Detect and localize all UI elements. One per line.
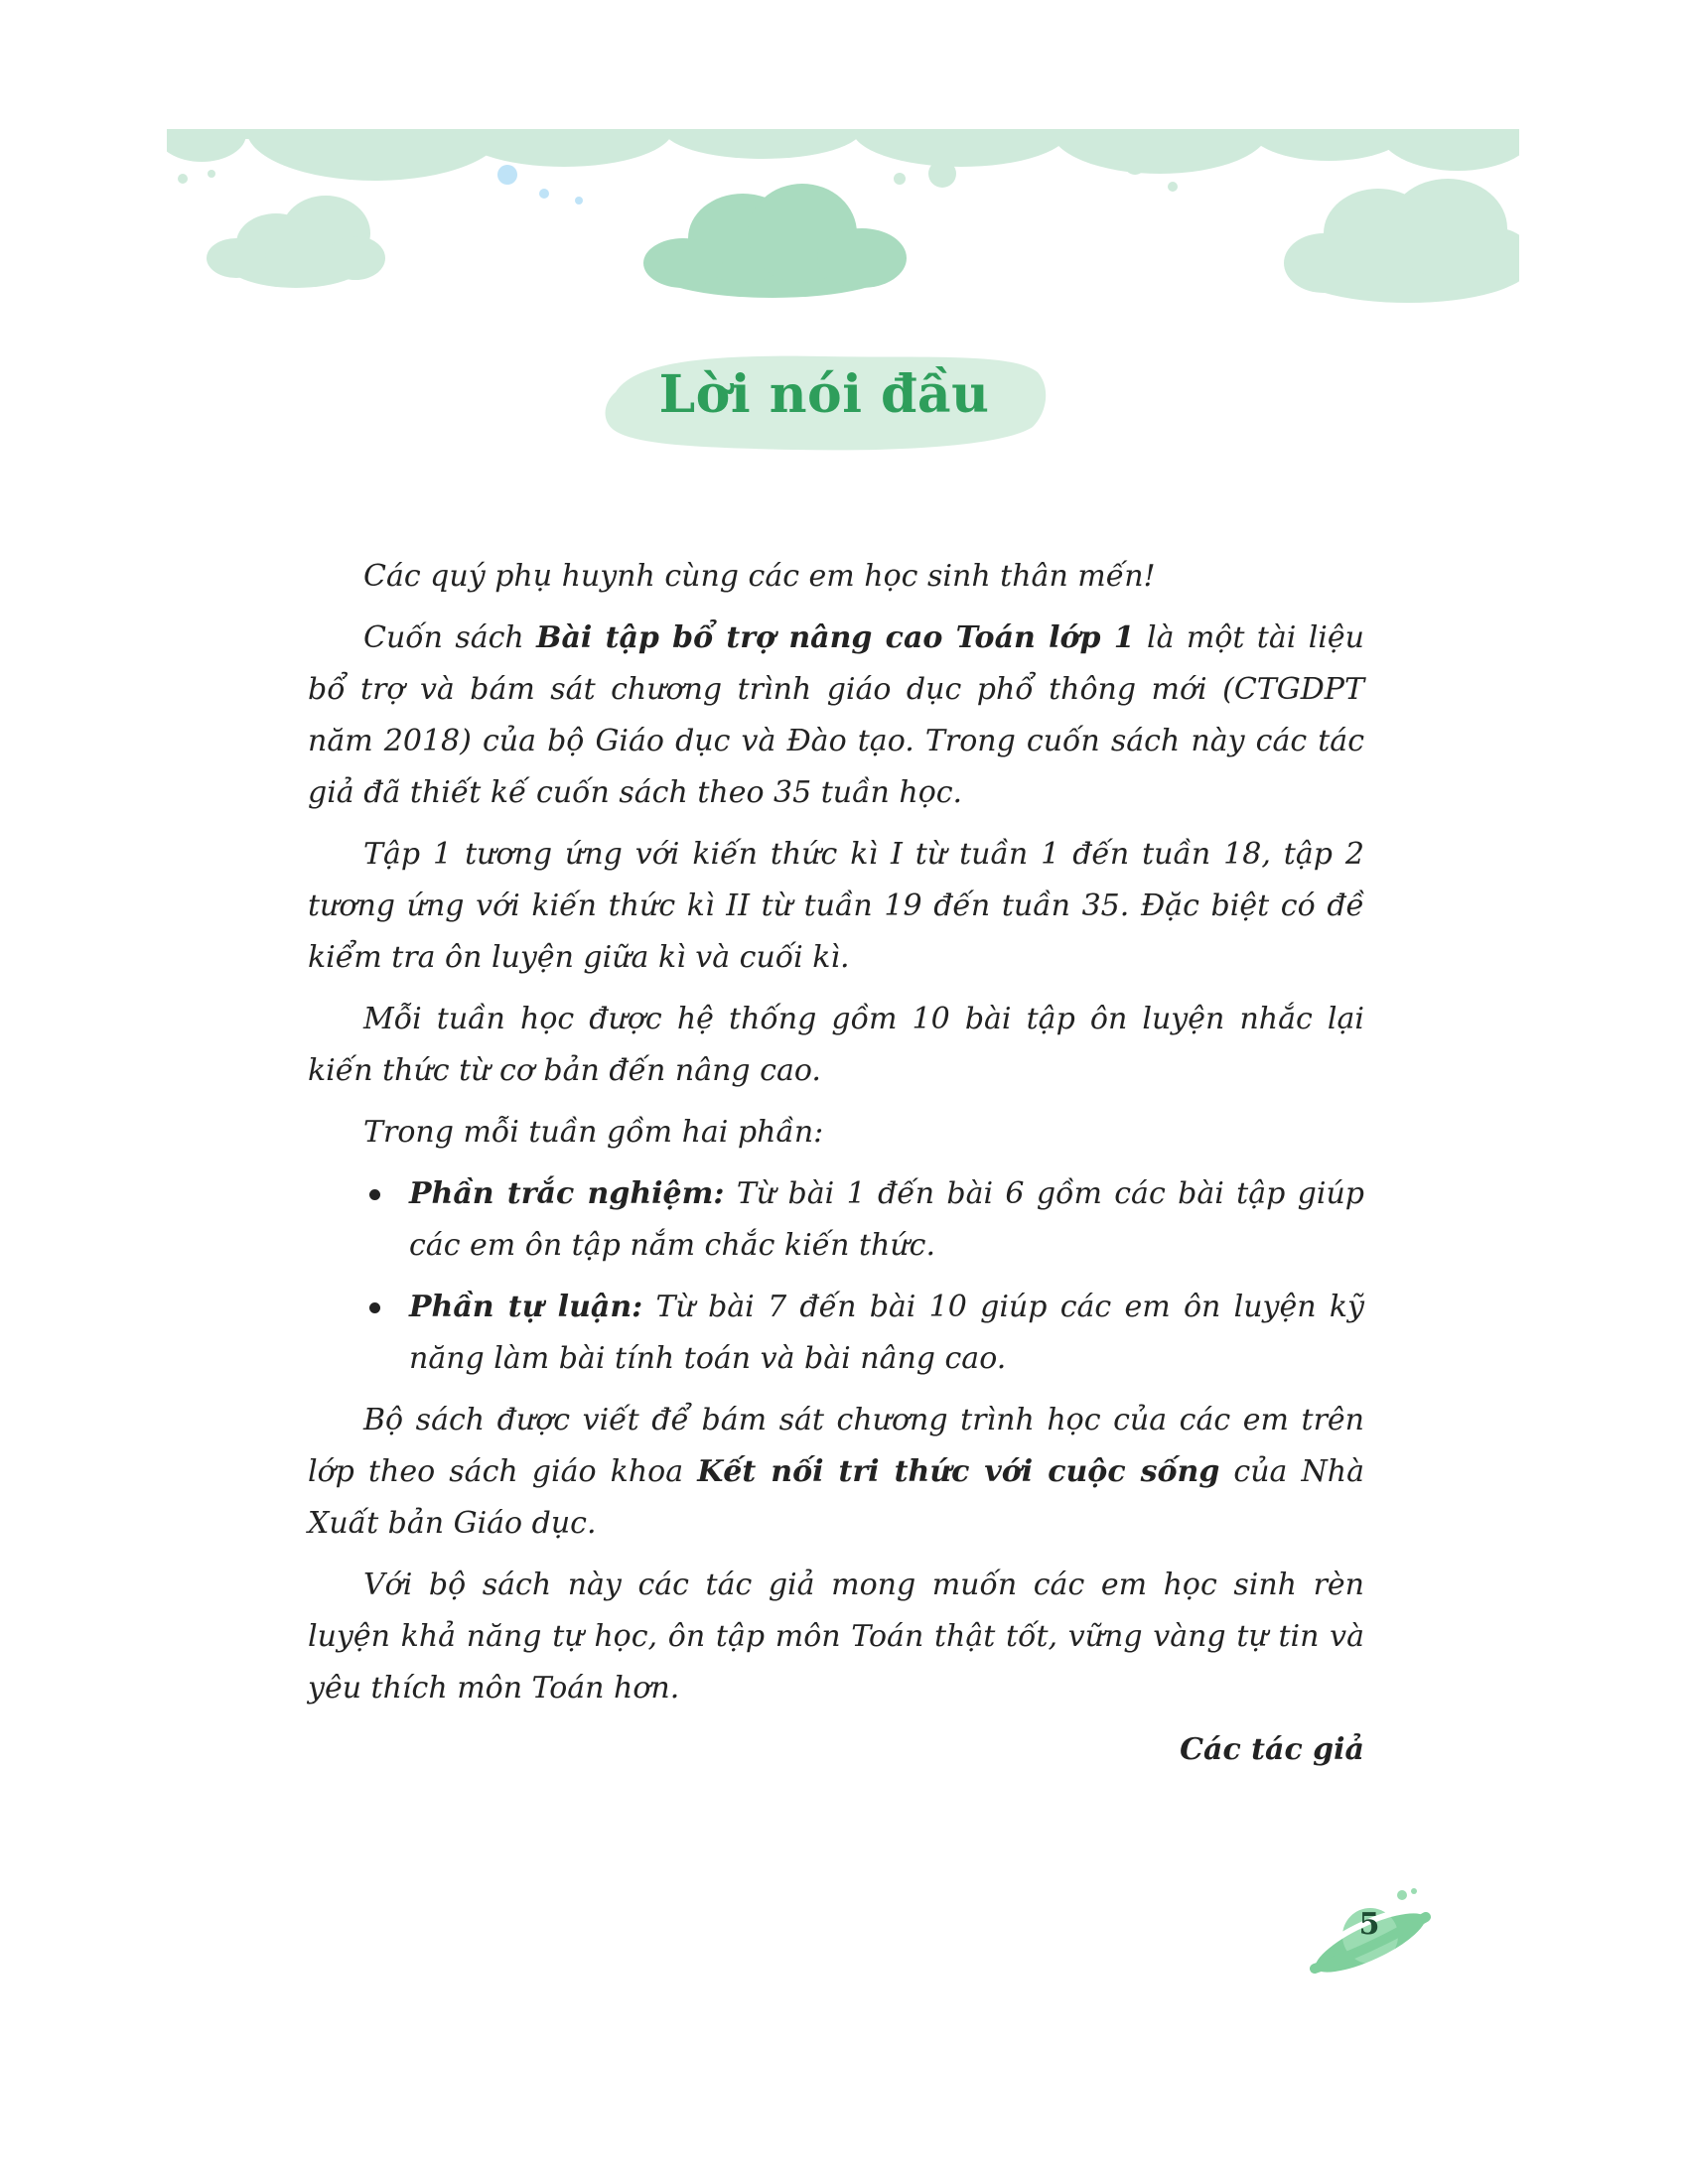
preface-content xyxy=(308,551,1364,1776)
paragraph-curriculum xyxy=(308,1395,1364,1550)
paragraph-intro xyxy=(308,613,1364,819)
textbook-series-bold: Kết nối tri thức với cuộc sống xyxy=(697,1454,1220,1489)
signature: Các tác giả xyxy=(1180,1732,1364,1767)
paragraph-weekly: Mỗi tuần học được hệ thống gồm 10 bài tập ôn luyện nhắc lại kiến thức từ cơ bản đến nâng cao. xyxy=(308,1002,1364,1088)
paragraph-intro-post: là một tài liệu bổ trợ và bám sát chương trình giáo dục phổ thông mới (CTGDPT năm 2018) của bộ Giáo dục và Đào tạo. Trong cuốn sách này các tác giả đã thiết kế cuốn sách theo 35 tuần học. xyxy=(308,620,1364,810)
page-title: Lời nói đầu xyxy=(658,364,990,425)
list-item xyxy=(308,1282,1364,1385)
list-item xyxy=(308,1168,1364,1272)
cloud-header-decoration xyxy=(167,129,1519,308)
page-number: 5 xyxy=(1358,1907,1380,1942)
list-item-text: Từ bài 1 đến bài 6 gồm các bài tập giúp các em ôn tập nắm chắc kiến thức. xyxy=(409,1176,1365,1263)
bullet-icon xyxy=(369,1189,380,1200)
paragraph-curriculum-post: của Nhà Xuất bản Giáo dục. xyxy=(308,1454,1364,1541)
greeting-paragraph: Các quý phụ huynh cùng các em học sinh thân mến! xyxy=(363,559,1156,594)
paragraph-intro-pre: Cuốn sách xyxy=(363,620,537,655)
parts-list xyxy=(308,1168,1364,1385)
list-item-label: Phần trắc nghiệm: xyxy=(409,1176,725,1211)
paragraph-volumes: Tập 1 tương ứng với kiến thức kì I từ tuần 1 đến tuần 18, tập 2 tương ứng với kiến thức kì II từ tuần 19 đến tuần 35. Đặc biệt có đề kiểm tra ôn luyện giữa kì và cuối kì. xyxy=(308,837,1364,975)
list-item-text: Từ bài 7 đến bài 10 giúp các em ôn luyện kỹ năng làm bài tính toán và bài nâng cao. xyxy=(409,1290,1364,1376)
clouds-icon xyxy=(167,129,1519,308)
paragraph-curriculum-pre: Bộ sách được viết để bám sát chương trình học của các em trên lớp theo sách giáo khoa xyxy=(308,1403,1364,1489)
page-number-block xyxy=(1309,1881,1448,1990)
list-item-label: Phần tự luận: xyxy=(409,1290,643,1324)
book-title-bold: Bài tập bổ trợ nâng cao Toán lớp 1 xyxy=(536,620,1135,655)
bullet-icon xyxy=(369,1302,380,1313)
paragraph-wishes: Với bộ sách này các tác giả mong muốn các em học sinh rèn luyện khả năng tự học, ôn tập môn Toán thật tốt, vững vàng tự tin và yêu thích môn Toán hơn. xyxy=(308,1568,1364,1706)
title-block xyxy=(596,342,1053,462)
paragraph-parts: Trong mỗi tuần gồm hai phần: xyxy=(363,1115,824,1150)
